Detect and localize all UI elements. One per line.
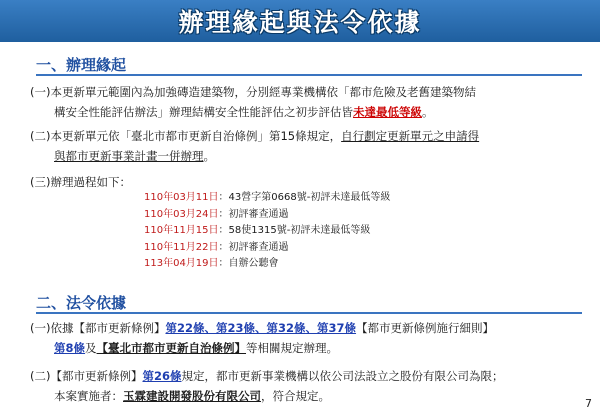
text: 。 <box>422 105 434 119</box>
law-paragraph-2 <box>30 366 586 406</box>
section-heading-origin: 一、辦理緣起 <box>36 56 127 74</box>
paragraph-2 <box>30 126 586 166</box>
separator: 、 <box>204 321 216 335</box>
process-date: 110年11月15日 <box>144 225 219 236</box>
separator: 、 <box>255 321 267 335</box>
article-link: 第26條 <box>142 369 182 383</box>
process-text: ：初評審查通過 <box>218 208 289 220</box>
item-number: (三) <box>30 175 51 189</box>
text: 規定，都市更新事業機構以依公司法設立之股份有限公司為限； <box>181 369 504 383</box>
page-title: 辦理緣起與法令依據 <box>178 8 422 37</box>
item-number: (一) <box>30 85 51 99</box>
process-text: ：自辦公聽會 <box>218 258 279 269</box>
article-link: 第37條 <box>317 321 357 335</box>
text: 本案實施者： <box>54 389 123 403</box>
law-paragraph-1 <box>30 318 586 358</box>
process-item <box>144 190 390 207</box>
text: 等相關規定辦理。 <box>246 341 339 355</box>
process-item <box>144 223 390 240</box>
text: 【都市更新條例】 <box>50 369 143 383</box>
separator: 、 <box>305 321 318 335</box>
ordinance-name: 【臺北市都市更新自治條例】 <box>96 341 247 355</box>
process-date: 113年04月19日 <box>144 258 219 269</box>
text: 本更新單元依「臺北市都市更新自治條例」第15條規定， <box>50 129 342 143</box>
title-bar <box>0 0 600 42</box>
process-date: 110年03月11日 <box>144 192 219 203</box>
underlined-text: 與都市更新事業計畫一併辦理 <box>54 149 204 163</box>
process-list <box>144 190 390 273</box>
article-link: 第32條 <box>266 321 306 335</box>
item-number: (二) <box>30 369 51 383</box>
process-text: ：58使1315號-初評未達最低等級 <box>218 225 371 236</box>
text: 【都市更新條例施行細則】 <box>356 321 495 335</box>
article-link: 第22條 <box>165 321 205 335</box>
page-number: 7 <box>585 397 592 410</box>
process-date: 110年11月22日 <box>144 241 219 253</box>
process-text: ：43營字第0668號-初評未達最低等級 <box>218 192 391 203</box>
process-item <box>144 240 390 257</box>
highlight-text: 未達最低等級 <box>353 105 422 119</box>
text: 。 <box>203 149 215 163</box>
paragraph-1 <box>30 82 586 122</box>
text: 及 <box>85 341 97 355</box>
paragraph-3 <box>30 172 586 192</box>
process-item <box>144 256 390 273</box>
process-item <box>144 207 390 224</box>
item-number: (一) <box>30 321 51 335</box>
article-link: 第8條 <box>54 341 86 355</box>
text: 構安全性能評估辦法」辦理結構安全性能評估之初步評估皆 <box>54 105 353 119</box>
company-name: 玉霖建設開發股份有限公司 <box>123 389 261 403</box>
text: 本更新單元範圍內為加強磚造建築物，分別經專業機構依「都市危險及老舊建築物結 <box>50 85 476 99</box>
process-date: 110年03月24日 <box>144 208 219 220</box>
process-text: ：初評審查通過 <box>218 241 289 253</box>
item-number: (二) <box>30 129 51 143</box>
section-divider <box>36 312 582 314</box>
text: 辦理過程如下： <box>50 175 131 189</box>
article-link: 第23條 <box>216 321 256 335</box>
text: 依據【都市更新條例】 <box>50 321 166 335</box>
section-heading-legal-basis: 二、法令依據 <box>36 294 127 312</box>
underlined-text: 自行劃定更新單元之申請得 <box>341 129 480 143</box>
section-divider <box>36 74 582 76</box>
text: ，符合規定。 <box>261 389 330 403</box>
